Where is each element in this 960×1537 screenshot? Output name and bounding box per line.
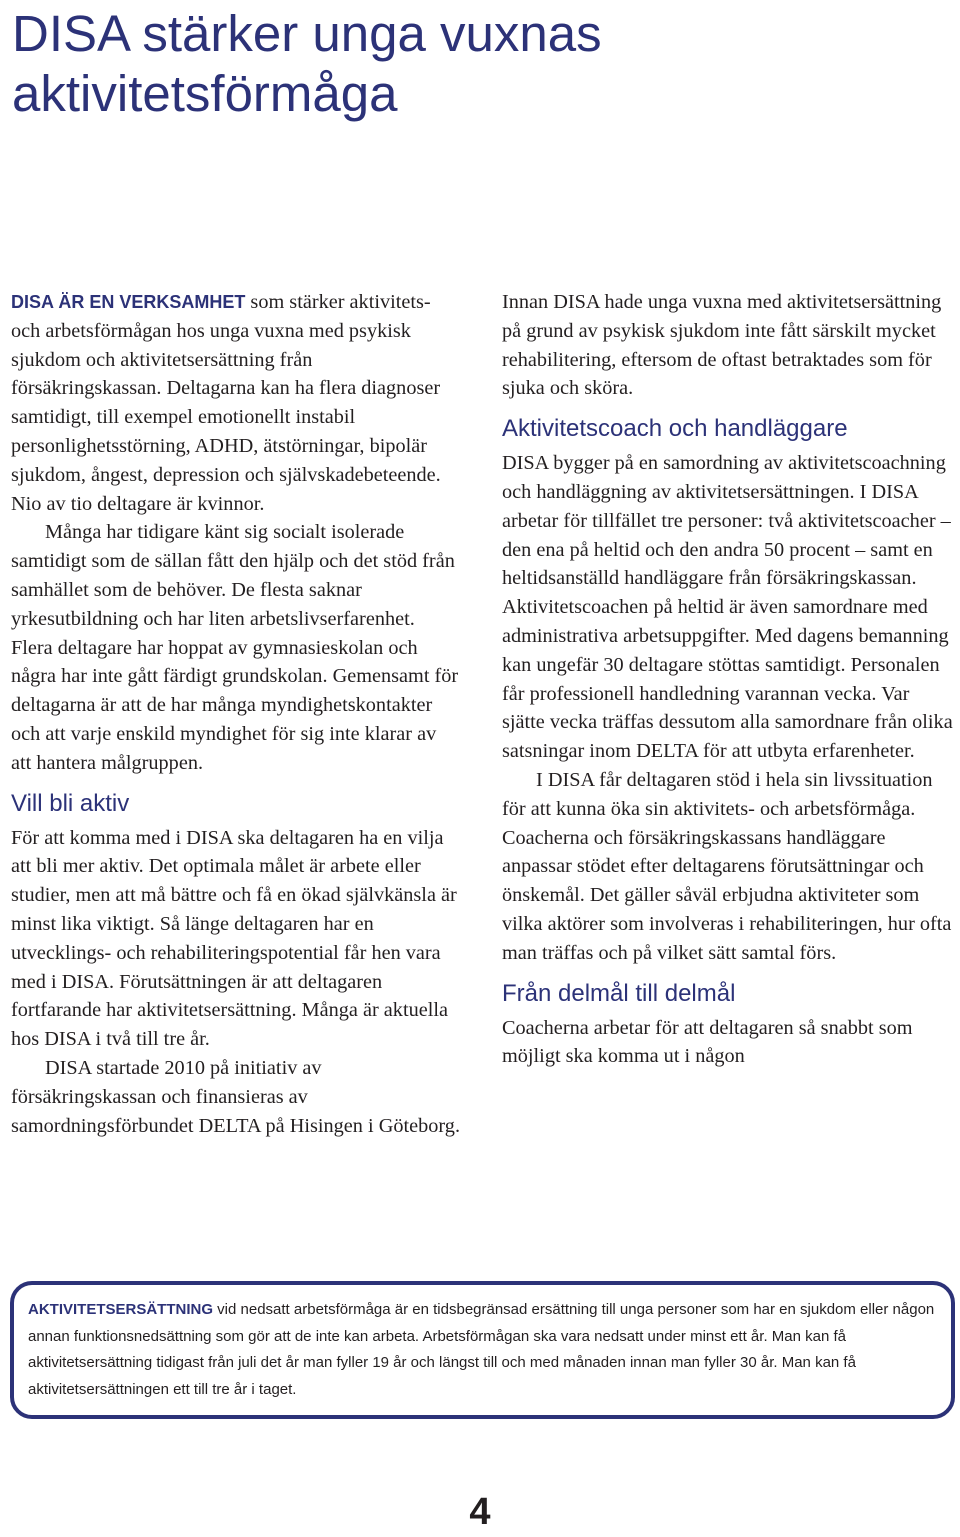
intro-lead: DISA ÄR EN VERKSAMHET xyxy=(11,292,246,312)
section-heading-aktivitetscoach: Aktivitetscoach och handläggare xyxy=(502,415,848,443)
info-box-aktivitetsersattning xyxy=(10,1281,955,1419)
body-paragraph-4: DISA startade 2010 på initiativ av försäkringskassan och finansieras av samordningsförbundet DELTA på Hisingen i Göteborg. xyxy=(11,1056,461,1137)
info-box-lead: AKTIVITETSERSÄTTNING xyxy=(28,1301,214,1318)
info-box-text: vid nedsatt arbetsförmåga är en tidsbegränsad ersättning till unga personer som har en sjukdom eller någon annan funktionsnedsättning som gör att de inte kan arbeta. Arbetsförmågan ska vara nedsatt under minst ett år. Man kan få aktivitetsersättning tidigast från juli det år man fyller 19 år och längst till och med månaden innan man fyller 30 år. Man kan få aktivitetsersättningen ett till tre år i taget. xyxy=(28,1301,935,1398)
page-title xyxy=(12,4,602,124)
right-column xyxy=(502,288,954,1071)
right-paragraph-2: DISA bygger på en samordning av aktivitetscoachning och handläggning av aktivitetsersättningen. I DISA arbetar för tillfället tre personer: två aktivitetscoacher – den ena på heltid och den andra 50 procent – samt en heltidsanställd handläggare från försäkringskassan. Aktivitetscoachen på heltid är även samordnare med administrativa arbetsuppgifter. Med dagens bemanning kan ungefär 30 deltagare stöttas samtidigt. Personalen får professionell handledning varannan vecka. Var sjätte vecka träffas dessutom alla samordnare från olika satsningar inom DELTA för att utbyta erfarenheter. xyxy=(502,452,953,763)
page-title-line-1: DISA stärker unga vuxnas xyxy=(12,5,602,62)
right-paragraph-3: I DISA får deltagaren stöd i hela sin livssituation för att kunna öka sin aktivitets- och arbetsförmåga. Coacherna och försäkringskassans handläggare anpassar stödet efter deltagarens förutsättningar och önskemål. Det gäller såväl erbjudna aktiviteter som vilka aktörer som involveras i rehabiliteringen, hur ofta man träffas och på vilket sätt samtal förs. xyxy=(502,768,952,964)
left-column xyxy=(11,288,461,1140)
right-paragraph-1: Innan DISA hade unga vuxna med aktivitetsersättning på grund av psykisk sjukdom inte fått särskilt mycket rehabilitering, eftersom de oftast betraktades som för sjuka och sköra. xyxy=(502,291,942,400)
intro-paragraph xyxy=(11,288,461,518)
page-title-line-2: aktivitetsförmåga xyxy=(12,65,398,122)
section-heading-vill-bli-aktiv: Vill bli aktiv xyxy=(11,789,130,817)
body-paragraph-2: Många har tidigare känt sig socialt isolerade samtidigt som de sällan fått den hjälp och det stöd från samhället som de behöver. De flesta saknar yrkesutbildning och har liten arbetslivserfarenhet. Flera deltagare har hoppat av gymnasieskolan och några har inte gått färdigt grundskolan. Gemensamt för deltagarna är att de har många myndighetskontakter och att varje enskild myndighet för sig inte klarar av att hantera målgruppen. xyxy=(11,521,459,774)
intro-text: som stärker aktivitets- och arbetsförmågan hos unga vuxna med psykisk sjukdom och aktivitetsersättning från försäkringskassan. Deltagarna kan ha flera diagnoser samtidigt, till exempel emotionellt instabil personlighetsstörning, ADHD, ätstörningar, bipolär sjukdom, ångest, depression och självskadebeteende. Nio av tio deltagare är kvinnor. xyxy=(11,291,441,515)
section-heading-fran-delmal: Från delmål till delmål xyxy=(502,979,736,1007)
page-number: 4 xyxy=(469,1491,491,1533)
body-paragraph-3: För att komma med i DISA ska deltagaren ha en vilja att bli mer aktiv. Det optimala målet är arbete eller studier, men att må bättre och få en ökad självkänsla är minst lika viktigt. Så länge deltagaren har en utvecklings- och rehabiliteringspotential får hen vara med i DISA. Förutsättningen är att deltagaren fortfarande har aktivitetsersättning. Många är aktuella hos DISA i två till tre år. xyxy=(11,826,457,1051)
right-paragraph-4: Coacherna arbetar för att deltagaren så snabbt som möjligt ska komma ut i någon xyxy=(502,1016,913,1068)
